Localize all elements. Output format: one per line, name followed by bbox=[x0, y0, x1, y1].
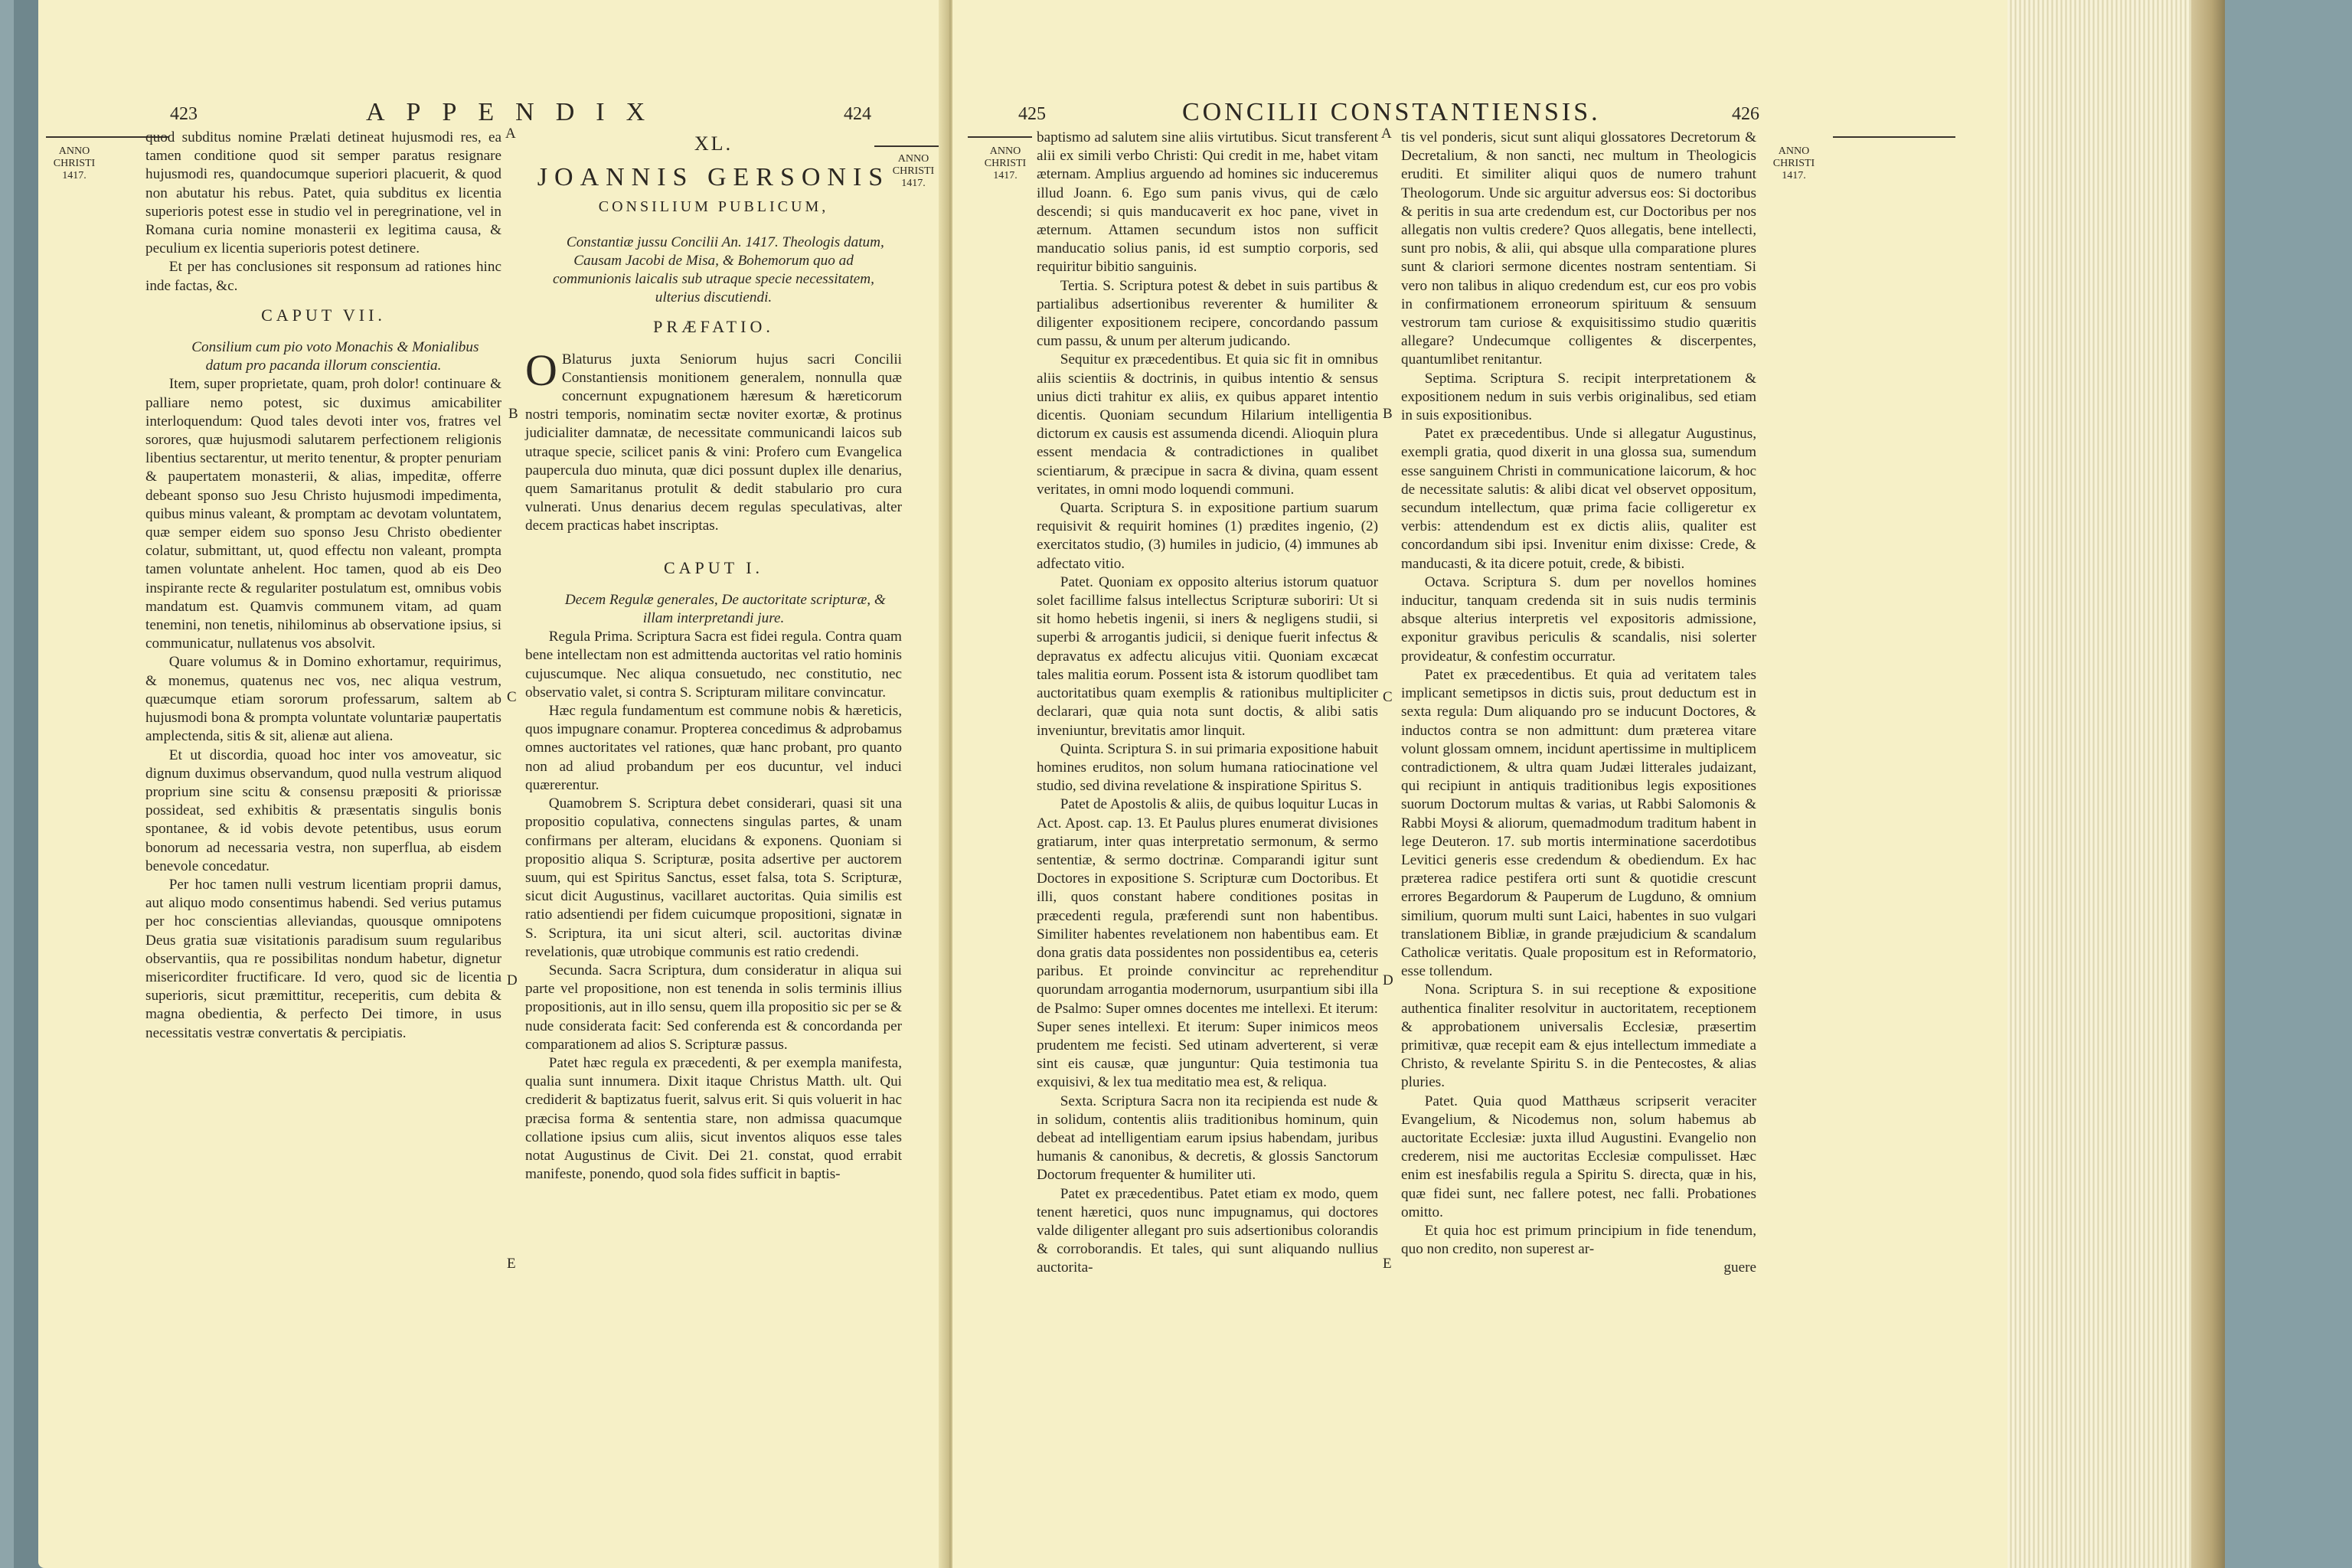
book-cover-edge bbox=[2191, 0, 2225, 1568]
paragraph: Per hoc tamen nulli vestrum licentiam proprii damus, aut aliquo modo consentimus habendi. Sed verius putamus per hoc conscientias alleviandas, quousque omnipotens Deus gratia suæ visitationis paradisum suum regularibus observantiis, qua re possibilitas nondum habetur, dignetur misericorditer fructificare. Id vero, quod sic de licentia superioris, sicut præmittitur, receperitis, cum debita & magna obedientia, & perfecto Dei timore, in usus necessitatis vestræ convertatis & percipiatis. bbox=[145, 876, 501, 1041]
margin-letter-b: B bbox=[508, 406, 518, 422]
document-number: XL. bbox=[694, 132, 733, 155]
right-page bbox=[952, 0, 2007, 1568]
document-caps-title: CONSILIUM PUBLICUM, bbox=[598, 198, 829, 216]
margin-letter-b: B bbox=[1383, 406, 1393, 422]
anno-christi-note-left: ANNO CHRISTI 1417. bbox=[53, 145, 96, 181]
right-page-column-1 bbox=[1037, 129, 1378, 1278]
header-rule-right bbox=[1833, 136, 1955, 138]
left-page bbox=[38, 0, 948, 1568]
paragraph: Regula Prima. Scriptura Sacra est fidei regula. Contra quam bene intellectam non est admittenda auctoritas vel ratio hominis cujuscumque. Nec aliqua consuetudo, nec constitutio, nec observatio valet, si contra S. Scripturam militare convincatur. bbox=[525, 629, 902, 701]
paragraph: Et per has conclusiones sit responsum ad rationes hinc inde factas, &c. bbox=[145, 259, 501, 294]
section-subtitle: Decem Regulæ generales, De auctoritate scripturæ, & illam interpretandi jure. bbox=[564, 591, 886, 627]
page-number-424: 424 bbox=[844, 104, 871, 124]
margin-letter-c: C bbox=[507, 689, 517, 705]
page-number-423: 423 bbox=[170, 104, 198, 124]
paragraph: Quinta. Scriptura S. in sui primaria expositione habuit homines eruditos, non solum humana ratiocinatione vel studio, sed divina revelatione & inspiratione Spiritus S. bbox=[1037, 740, 1378, 795]
page-edges bbox=[2007, 0, 2191, 1568]
document-subtitle: Constantiæ jussu Concilii An. 1417. Theologis datum, Causam Jacobi de Misa, & Bohemorum quo ad communionis laicalis sub utraque specie necessitatem, ulterius discutiendi. bbox=[553, 234, 884, 306]
paragraph: Secunda. Sacra Scriptura, dum consideratur in aliqua sui parte vel propositione, non est tenenda in solis terminis illius propositionis, aut in illo sensu, quem illa propositio sic per se & nude considerata facit: Sed conferenda est & concordanda per comparationem ad alios S. Scripturæ passus. bbox=[525, 962, 902, 1053]
paragraph: Patet hæc regula ex præcedenti, & per exempla manifesta, qualia sunt innumera. Dixit itaque Christus Matth. ult. Qui crediderit & baptizatus fuerit, salvus erit. Si quis voluerit in hac præcisa forma & sententia stare, non admissa quacumque collatione ipsius cum aliis, sicut inventos aliquos esse tales notat Augustinus de Civit. Dei 21. constat, quod errabit manifeste, ponendo, quod sola fides sufficit in baptis- bbox=[525, 1054, 902, 1183]
left-page-column-1 bbox=[145, 129, 501, 1043]
paragraph: Nona. Scriptura S. in sui receptione & expositione authentica finaliter resolvitur in auctoritatem, receptionem & approbationem universalis Ecclesiæ, præsertim primitivæ, quæ recepit eam & ejus intellectum immediate a Christo, & revelante Spiritu S. in die Pentecostes, & alias pluries. bbox=[1401, 982, 1756, 1091]
anno-christi-note-right: ANNO CHRISTI 1417. bbox=[892, 153, 935, 189]
paragraph: Octava. Scriptura S. dum per novellos homines inducitur, tanquam credenda sit in suis nudis terminis absque alterius interpretis vel expositoris admissione, exponitur gravibus periculis & scandalis, nisi solerter provideatur, & confestim occurratur. bbox=[1401, 573, 1756, 665]
margin-letter-a: A bbox=[505, 126, 516, 142]
running-head-left: APPENDIX bbox=[366, 98, 667, 126]
paragraph: Patet. Quia quod Matthæus scripserit veraciter Evangelium, & Nicodemus non, solum habemus ab auctoritate Ecclesiæ: juxta illud Augustini. Evangelio non crederem, nisi me auctoritas Ecclesiæ compulisset. Hæc enim est inesfabilis regula a Spiritu S. directa, quæ in his, quæ fidei sunt, nec fallere potest, nec falli. Probationes omitto. bbox=[1401, 1093, 1756, 1220]
margin-letter-d: D bbox=[1383, 972, 1393, 988]
paragraph: Patet. Quoniam ex opposito alterius istorum quatuor solet facillime falsus intellectus Scripturæ suboriri: Ut si sit homo hebetis ingenii, si iners & negligens studii, si superbi & arrogantis judicii, si denique fuerit infectus & depravatus ex adfectu alicujus vitii. Quoniam excæcat tales malitia eorum. Possent ista & istorum quodlibet tam auctoritatibus quam exemplis & rationibus multipliciter declarari, quæ quia nota sunt doctis, & alibi satis inveniuntur, brevitatis amor linquit. bbox=[1037, 573, 1378, 739]
paragraph: Quare volumus & in Domino exhortamur, requirimus, & monemus, quatenus nec vos, nec aliqua vestrum, quæcumque etiam sororum professarum, saltem ab hujusmodi bona & prompta voluntate voluntariæ paupertatis amplectenda, sitis & sit, alienæ aut aliena. bbox=[145, 654, 501, 745]
paragraph: tis vel ponderis, sicut sunt aliqui glossatores Decretorum & Decretalium, & non sancti, nec multum in Theologicis eruditi. Et similiter aliqui quos de numero trahunt Theologorum. Unde sic arguitur adversus eos: Si doctoribus & peritis in sua arte credendum est, cur Doctoribus per nos allegatis non vultis credere? Quos allegatis, bene intellecti, sunt pro nobis, & alii, qui absque ulla comparatione plures sunt & clariori sermone dicentes nostram sententiam. Si vero non talibus in aliquo credendum est, cur eos pro vobis in confirmationem erroneorum spirituum & sensuum vestrorum tam curiose & exquisitissimo studio quæritis allegare? Undecumque colligentes & discerpentes, quantumlibet renitantur. bbox=[1401, 129, 1756, 368]
catchword: guere bbox=[1723, 1259, 1756, 1276]
anno-christi-note-left: ANNO CHRISTI 1417. bbox=[984, 145, 1027, 181]
praefatio-heading: PRÆFATIO. bbox=[653, 317, 774, 337]
page-number-426: 426 bbox=[1732, 104, 1759, 124]
section-heading-caput-i: CAPUT I. bbox=[663, 557, 764, 577]
right-page-column-2 bbox=[1401, 129, 1756, 1278]
paragraph: Hæc regula fundamentum est commune nobis & hæreticis, quos impugnare conamur. Propterea concedimus & adprobamus omnes auctoritates vel rationes, quæ hanc probant, pro quanto non ad aliud probandum per eos ducuntur, vel induci quærerentur. bbox=[525, 703, 902, 793]
document-title: JOANNIS GERSONIS bbox=[537, 163, 890, 192]
paragraph: Tertia. S. Scriptura potest & debet in suis partibus & partialibus adsertionibus reverenter & humiliter & diligenter expositionem recipere, concordando passum cum passu, & unum per alterum judicando. bbox=[1037, 277, 1378, 350]
page-number-425: 425 bbox=[1018, 104, 1046, 124]
praefatio-paragraph: O Blaturus juxta Seniorum hujus sacri Concilii Constantiensis monitionem generalem, nonnulla quæ concernunt expugnationem hæresum & hæreticorum nostri temporis, nominatim sectæ noviter exortæ, & protinus judicialiter damnatæ, de necessitate communicandi laicos sub utraque specie, scilicet panis & vini: Profero cum Evangelica paupercula duo minuta, quæ dici possunt duplex ille denarius, quem Samaritanus protulit & dedit stabulario pro cura vulnerati. Unus denarius decem regulas speculativas, alter decem practicas habet inscriptas. bbox=[525, 345, 902, 534]
margin-letter-e: E bbox=[1383, 1256, 1392, 1272]
paragraph: Et quia hoc est primum principium in fide tenendum, quo non credito, non superest ar- bbox=[1401, 1222, 1756, 1258]
paragraph: baptismo ad salutem sine aliis virtutibus. Sicut transferent alii ex simili verbo Christi: Qui credit in me, habet vitam æternam. Amplius arguendo ad homines sic induceremus illud Joann. 6. Ego sum panis vivus, qui de cælo descendi; si quis manducaverit ex hoc pane, vivet in æternum. Attamen secundum istos non sufficit manducatio solius panis, id est sumptio corporis, sed requiritur bibitio sanguinis. bbox=[1037, 129, 1378, 276]
paragraph: Patet ex præcedentibus. Et quia ad veritatem tales implicant semetipsos in dictis suis, prout deductum est in sexta regula: Dum aliquando pro se inducunt Doctores, & inductos contra se non admittunt: dum præterea vitare volunt glossam omnem, incidunt apertissime in multiplicem contradictionem, & ultra quam Judæi litterales judaizant, qui recipiunt in antiquis traditionibus legis expositiones suorum Doctorum multas & varias, ut Rabbi Salomonis & Rabbi Moysi & aliorum, quemadmodum traditum habent in lege Deuteron. 17. sub mortis interminatione sacerdotibus Levitici generis esse credendum & obediendum. Ex hac præterea radice pestifera orti sunt & quotidie crescunt errores Begardorum & Pauperum de Lugduno, & omnium similium, quorum multi sunt Laici, habentes in suo vulgari translationem Bibliæ, in grande præjudicium & scandalum Catholicæ veritatis. Quale propositum est in Reformatorio, esse tollendum. bbox=[1401, 666, 1756, 980]
running-head-right: CONCILII CONSTANTIENSIS. bbox=[1182, 98, 1601, 126]
paragraph: Et ut discordia, quoad hoc inter vos amoveatur, sic dignum duximus observandum, quod nulla vestrum aliquod proprium sine scitu & consensu præpositi & priorissæ possideat, sed exhibitis & præsentatis singulis bonis spontanee, & id vobis devote petentibus, usus eorum bonorum ad necessaria vestra, non superflua, ab eisdem benevole concedatur. bbox=[145, 746, 501, 874]
paragraph: quod subditus nomine Prælati detineat hujusmodi res, ea tamen conditione quod sit semper paratus resignare hujusmodi res, quandocumque superiori placuerit, & quod non abutatur his rebus. Patet, quia subditus ex licentia superioris potest esse in studio vel in peregrinatione, vel in Romana curia nomine monasterii ex legitima causa, & peculium ex licentia superioris potest detinere. bbox=[145, 129, 501, 257]
paragraph: Patet de Apostolis & aliis, de quibus loquitur Lucas in Act. Apost. cap. 13. Et Paulus plures enumerat divisiones gratiarum, inter quas interpretatio sermonum, & sermo sententiæ, & sermo doctrinæ. Comparandi igitur sunt Doctores in expositione S. Scripturæ cum Doctoribus. Et illi, quos constant habere conditiones positas in præcedenti regula, præferendi sunt non habentibus. Similiter habentes revelationem non habentibus eam. Et dona gratis data possidentes non possidentibus ea, ceteris paribus. Et proinde convincitur ac reprehenditur quorundam arrogantia modernorum, usurpantium sibi illa de Psalmo: Super omnes docentes me intellexi. Et iterum: Super senes intellexi. Et iterum: Super inimicos meos prudentem me fecisti. Sed utinam adverterent, si veræ sint eis causæ, quæ junguntur: Quia testimonia tua exquisivi, & lex tua meditatio mea est, & reliqua. bbox=[1037, 796, 1378, 1091]
paragraph: Item, super proprietate, quam, proh dolor! continuare & palliare nemo potest, sic duximus amicabiliter interloquendum: Quod tales devoti inter vos, fratres vel sorores, quæ hujusmodi salutarem perfectionem religionis libentius sectarentur, ut merito tenentur, & propter penuriam & paupertatem monasterii, & alias, impeditæ, offerre debeant sponso suo Jesu Christo hujusmodi impedimenta, quibus minus valeant, & promptam ac devotam voluntatem, quæ semper eidem suo sponso Jesu Christo obedienter colatur, submittant, ut, quod effectu non valeant, prompta tamen voluntate anhelent. Hoc tamen, quod ab eis Deo inspirante recte & regulariter postulatum est, omnibus vobis mandatum est. Quamvis communem vitam, ad quam tenemini, non tenetis, nihilominus ab observatione ipsius, si communicatur, nullatenus vos absolvit. bbox=[145, 376, 501, 652]
left-page-column-2 bbox=[525, 132, 902, 1184]
margin-letter-e: E bbox=[507, 1256, 516, 1272]
header-rule-left bbox=[968, 136, 1032, 138]
margin-letter-a: A bbox=[1381, 126, 1392, 142]
background bbox=[2225, 0, 2352, 1568]
paragraph: Quamobrem S. Scriptura debet considerari, quasi sit una propositio copulativa, connectens singulas partes, & unam confirmans per alteram, elucidans & exponens. Quoniam si propositio aliqua S. Scripturæ, posita adsertive per auctorem suum, qui est Spiritus Sanctus, esset falsa, tota S. Scripturæ, sicut dicit Augustinus, vacillaret auctoritas. Quia similis est ratio adsentiendi per fidem cuicumque propositioni, signatæ in S. Scriptura, ita uni sicut alteri, scil. auctoritas divinæ revelationis, quæ utrobique communis est ratio credendi. bbox=[525, 795, 902, 960]
paragraph: Patet ex præcedentibus. Patet etiam ex modo, quem tenent hæretici, quos nunc impugnamus, qui doctores valde diligenter allegant pro suis adsertionibus colorandis & corroborandis. Et tales, qui sunt aliquando nullius auctorita- bbox=[1037, 1185, 1378, 1276]
paragraph: Sexta. Scriptura Sacra non ita recipienda est nude & in solidum, contentis aliis traditionibus hominum, quin debeat ad intelligentiam earum ipsius habendam, juribus humanis & canonibus, & decretis, & glossis Sanctorum Doctorum frequenter & humiliter uti. bbox=[1037, 1093, 1378, 1184]
anno-christi-note-right: ANNO CHRISTI 1417. bbox=[1772, 145, 1815, 181]
paragraph: Sequitur ex præcedentibus. Et quia sic fit in omnibus aliis scientiis & doctrinis, in quibus intentio & sensus unius dicti trahitur ex aliis, ex quibus apparet intentio dicentis. Quoniam secundum Hilarium intelligentia dictorum ex causis est assumenda dicendi. Alioquin plura essent mendacia & contradictiones in qualibet scientiarum, & præcipue in sacra & divina, quam essent veritates, in omni modo loquendi communi. bbox=[1037, 351, 1378, 498]
paragraph: Septima. Scriptura S. recipit interpretationem & expositionem nedum in suis verbis originalibus, sed etiam in suis expositionibus. bbox=[1401, 370, 1756, 424]
drop-cap: O bbox=[525, 345, 557, 395]
section-subtitle: Consilium cum pio voto Monachis & Monialibus datum pro pacanda illorum conscientia. bbox=[191, 339, 479, 374]
paragraph: Patet ex præcedentibus. Unde si allegatur Augustinus, exempli gratia, quod dixerit in una glossa sua, sumendum esse sanguinem Christi in communicatione laicorum, & hoc de necessitate salutis: & alibi dicat vel observet oppositum, secundum intellectum, quæ prima facie colligeretur ex verbis: attendendum est ex dictis aliis, qualiter est concordandum sibi ipsi. Invenitur enim dixisse: Crede, & manducasti, & ita dicere potuit, crede, & bibisti. bbox=[1401, 426, 1756, 572]
margin-letter-d: D bbox=[507, 972, 518, 988]
paragraph: Quarta. Scriptura S. in expositione partium suarum requisivit & requirit homines (1) prædites ingenio, (2) exercitatos studio, (3) humiles in judicio, (4) immunes ab adfectato vitio. bbox=[1037, 500, 1378, 572]
section-heading-caput-vii: CAPUT VII. bbox=[261, 305, 386, 325]
margin-letter-c: C bbox=[1383, 689, 1393, 705]
